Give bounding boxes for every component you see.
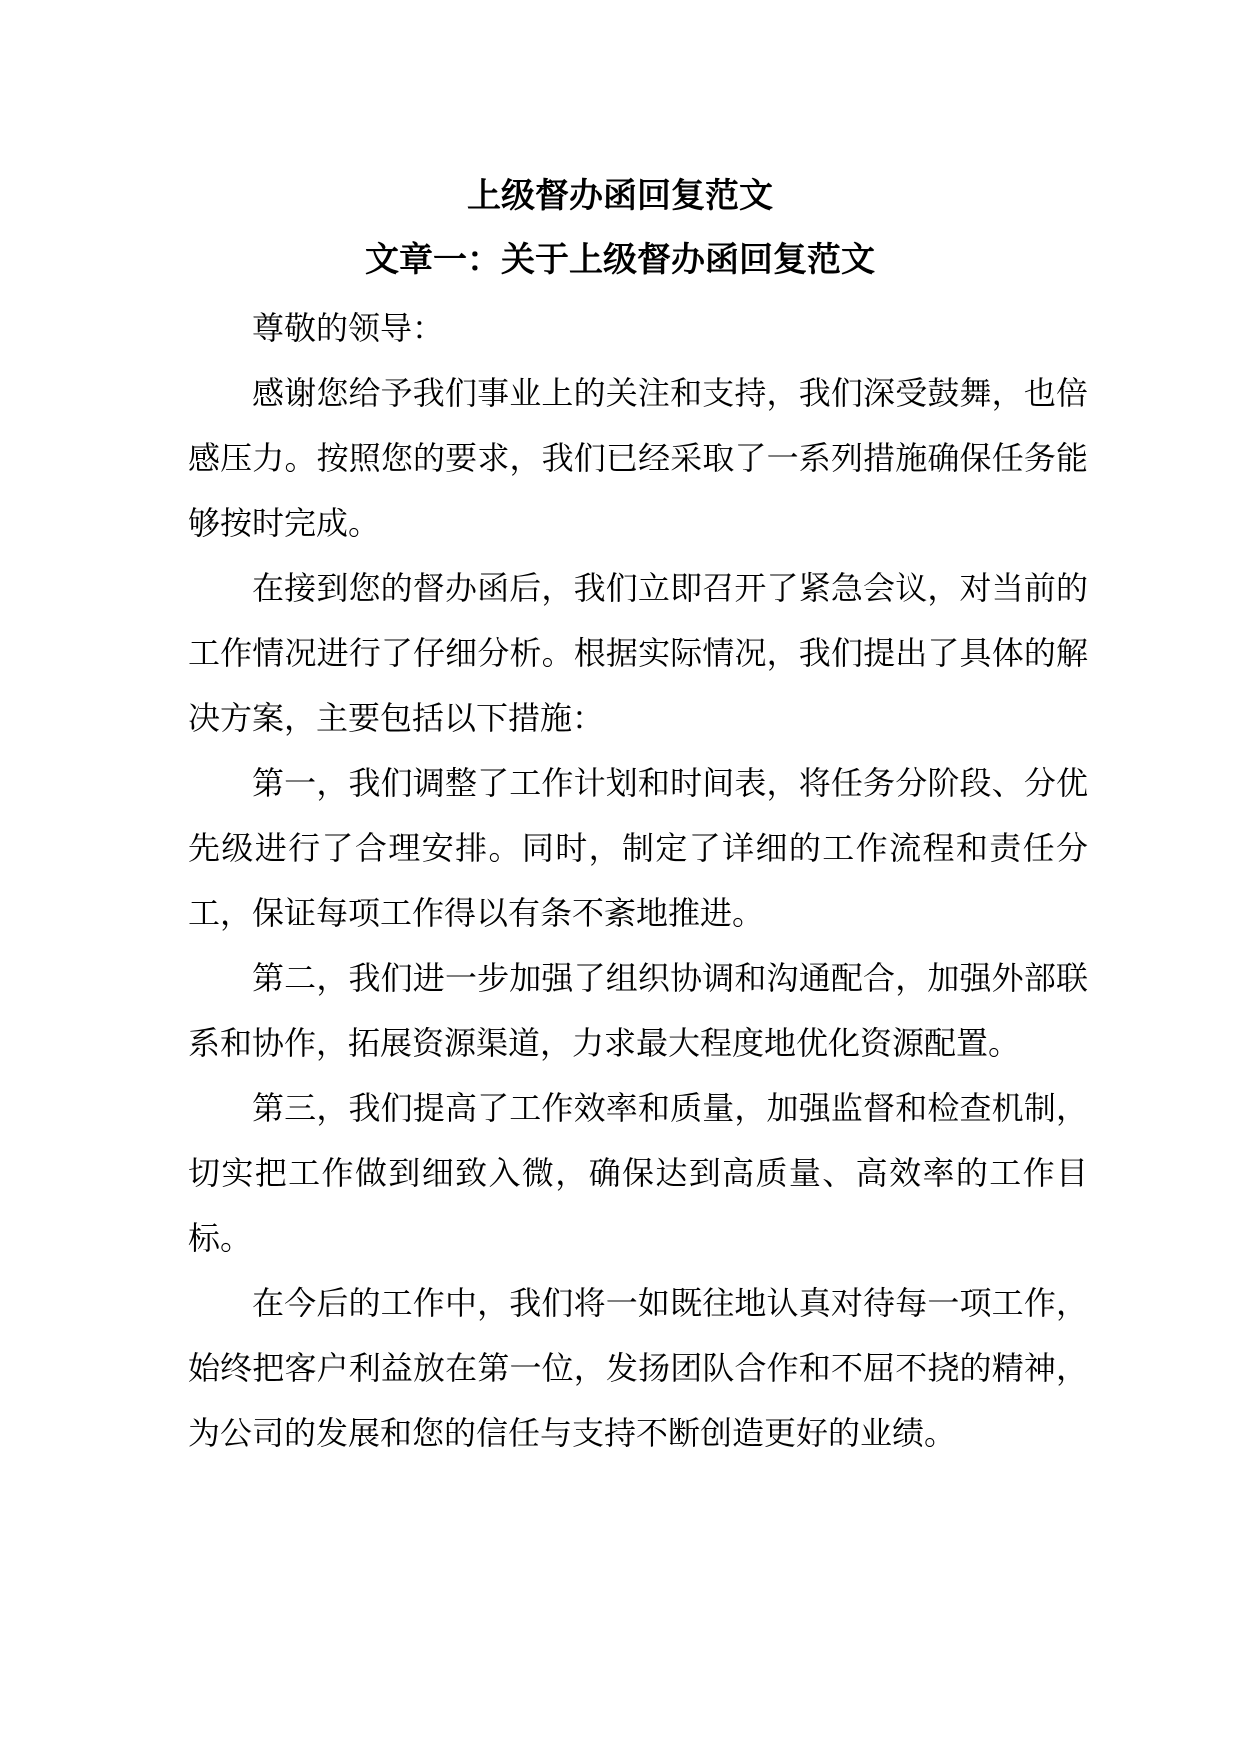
body-paragraph: 第二，我们进一步加强了组织协调和沟通配合，加强外部联系和协作，拓展资源渠道，力求最大程度地优化资源配置。: [188, 959, 1088, 1062]
body-paragraph: 第三，我们提高了工作效率和质量，加强监督和检查机制，切实把工作做到细致入微，确保达到高质量、高效率的工作目标。: [188, 1089, 1088, 1257]
body-paragraph: 在今后的工作中，我们将一如既往地认真对待每一项工作，始终把客户利益放在第一位，发扬团队合作和不屈不挠的精神，为公司的发展和您的信任与支持不断创造更好的业绩。: [188, 1284, 1088, 1452]
salutation: 尊敬的领导：: [252, 309, 445, 347]
body-paragraph: 在接到您的督办函后，我们立即召开了紧急会议，对当前的工作情况进行了仔细分析。根据实际情况，我们提出了具体的解决方案，主要包括以下措施：: [188, 569, 1088, 737]
document-title: 上级督办函回复范文: [467, 176, 773, 216]
body-paragraph: 感谢您给予我们事业上的关注和支持，我们深受鼓舞，也倍感压力。按照您的要求，我们已经采取了一系列措施确保任务能够按时完成。: [188, 374, 1088, 542]
body-paragraph: 第一，我们调整了工作计划和时间表，将任务分阶段、分优先级进行了合理安排。同时，制定了详细的工作流程和责任分工，保证每项工作得以有条不紊地推进。: [188, 764, 1088, 932]
document-subtitle: 文章一：关于上级督办函回复范文: [365, 240, 875, 280]
document-body: [188, 296, 1088, 1466]
